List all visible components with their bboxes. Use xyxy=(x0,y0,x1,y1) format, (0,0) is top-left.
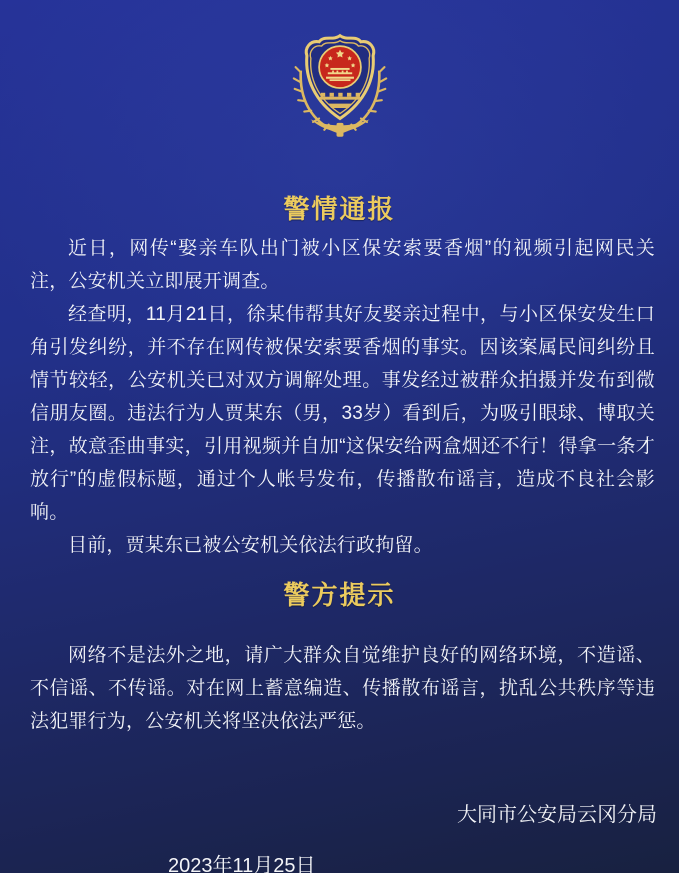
notice-title: 警情通报 xyxy=(283,194,396,224)
issue-date: 2023年11月25日 xyxy=(168,855,316,873)
tip-title: 警方提示 xyxy=(283,580,396,610)
issuing-agency: 大同市公安局云冈分局 xyxy=(457,804,657,826)
tip-paragraph-1: 网络不是法外之地，请广大群众自觉维护良好的网络环境，不造谣、不信谣、不传谣。对在网上蓄意编造、传播散布谣言，扰乱公共秩序等违法犯罪行为，公安机关将坚决依法严惩。 xyxy=(30,645,655,732)
notice-body xyxy=(0,232,679,562)
tip-body xyxy=(0,639,679,738)
notice-paragraph-2: 经查明，11月21日，徐某伟帮其好友娶亲过程中，与小区保安发生口角引发纠纷，并不存在网传被保安索要香烟的事实。因该案属民间纠纷且情节较轻，公安机关已对双方调解处理。事发经过被群众拍摄并发布到微信朋友圈。违法行为人贾某东（男，33岁）看到后，为吸引眼球、博取关注，故意歪曲事实，引用视频并自加“这保安给两盒烟还不行！得拿一条才放行”的虚假标题，通过个人帐号发布，传播散布谣言，造成不良社会影响。 xyxy=(30,304,655,523)
notice-paragraph-3: 目前，贾某东已被公安机关依法行政拘留。 xyxy=(68,535,433,556)
police-badge-icon xyxy=(279,27,401,149)
notice-paragraph-1: 近日，网传“娶亲车队出门被小区保安索要香烟”的视频引起网民关注，公安机关立即展开调查。 xyxy=(30,238,655,292)
